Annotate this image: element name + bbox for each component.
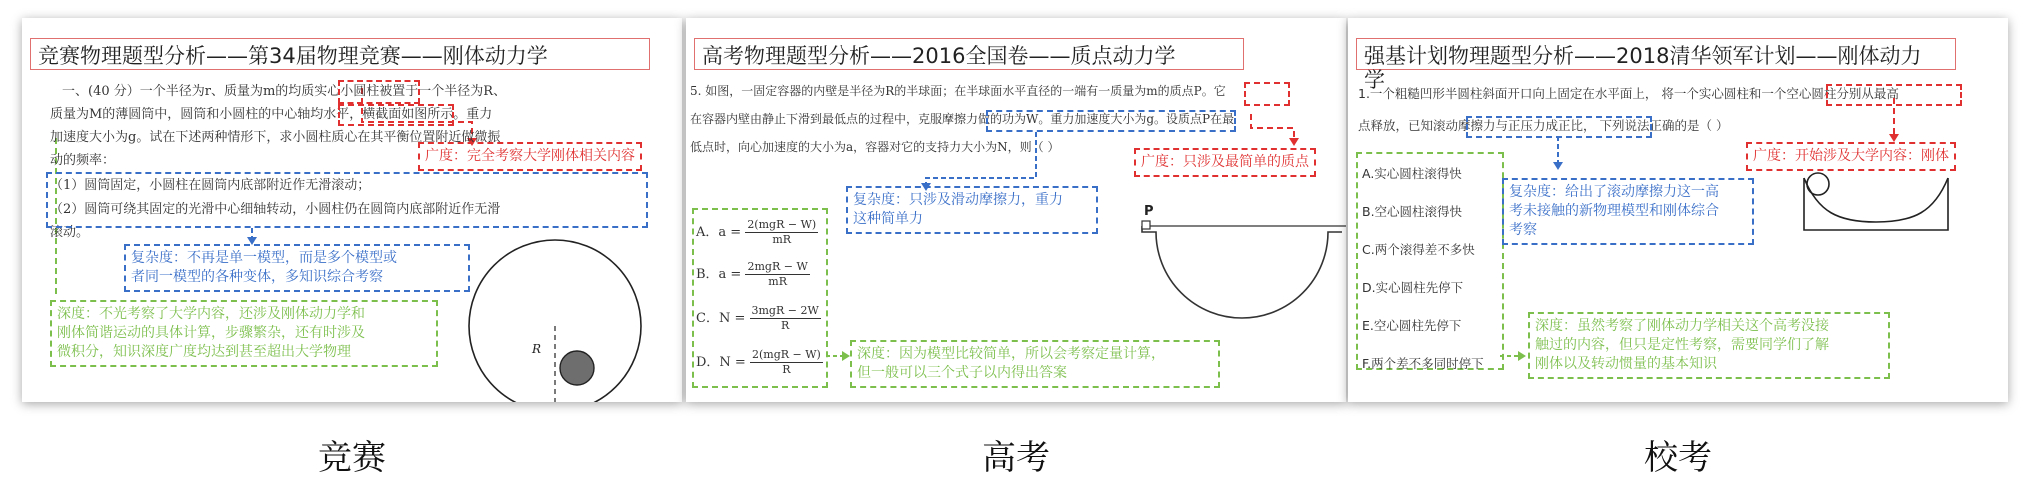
breadth-note: 广度：开始涉及大学内容：刚体 xyxy=(1746,142,1956,171)
note-line: 复杂度：给出了滚动摩擦力这一高 xyxy=(1509,184,1719,200)
note-line: 考察 xyxy=(1509,222,1537,238)
option-c: C.两个滚得差不多快 xyxy=(1362,242,1475,257)
question-line: 一、(40 分）一个半径为r、质量为m的均质实心小圆柱被置于一个半径为R、 xyxy=(62,84,507,99)
option-a: A．a = $\frac{\text{2(mgR − W)}}{mR}$ xyxy=(696,218,817,246)
note-line: 者同一模型的各种变体，多知识综合考察 xyxy=(131,269,383,285)
note-line: 刚体简谐运动的具体计算，步骤繁杂，还有时涉及 xyxy=(57,325,365,341)
depth-note xyxy=(1528,312,1890,379)
caption-gaokao: 高考 xyxy=(982,438,1050,478)
panel-title: 强基计划物理题型分析——2018清华领军计划——刚体动力 xyxy=(1364,44,1922,68)
note-line: 微积分，知识深度广度均达到甚至超出大学物理 xyxy=(57,344,351,360)
breadth-note: 广度：完全考察大学刚体相关内容 xyxy=(418,142,642,171)
radius-label: R xyxy=(532,342,542,356)
option-f: F.两个差不多同时停下 xyxy=(1362,356,1484,371)
note-line: 但一般可以三个式子以内得出答案 xyxy=(857,365,1067,381)
question-line: （2）圆筒可绕其固定的光滑中心细轴转动，小圆柱仍在圆筒内底部附近作无滑 xyxy=(50,202,501,217)
complexity-note xyxy=(846,186,1098,234)
panel-title-continued: 学 xyxy=(1364,68,1385,92)
note-line: 深度：因为模型比较简单，所以会考察定量计算， xyxy=(857,346,1165,362)
red-highlight xyxy=(338,80,420,104)
note-line: 深度：不光考察了大学内容，还涉及刚体动力学和 xyxy=(57,306,365,322)
note-line: 考未接触的新物理模型和刚体综合 xyxy=(1509,203,1719,219)
panel-title: 高考物理题型分析——2016全国卷——质点动力学 xyxy=(702,44,1176,68)
option-e: E.空心圆柱先停下 xyxy=(1362,318,1462,333)
option-c: C．N = $\frac{\text{3mgR − 2W}}{R}$ xyxy=(696,304,819,332)
red-highlight xyxy=(338,104,454,126)
question-line: 1.一个粗糙凹形半圆柱斜面开口向上固定在水平面上， 将一个实心圆柱和一个空心圆柱分别从最高 xyxy=(1358,86,1899,101)
question-line: 点释放，已知滚动摩擦力与正压力成正比， 下列说法正确的是（ ） xyxy=(1358,118,1729,133)
option-a: A.实心圆柱滚得快 xyxy=(1362,166,1462,181)
blue-highlight xyxy=(1466,116,1652,138)
depth-note xyxy=(850,340,1220,388)
question-line: 低点时，向心加速度的大小为a，容器对它的支持力大小为N，则（ ） xyxy=(690,140,1060,154)
outer-cylinder xyxy=(469,240,641,402)
panel-title: 竞赛物理题型分析——第34届物理竞赛——刚体动力学 xyxy=(38,44,548,68)
red-highlight xyxy=(1244,82,1290,106)
question-line: 滚动。 xyxy=(50,225,90,240)
blue-highlight xyxy=(986,110,1236,132)
point-label: P xyxy=(1144,204,1154,219)
breadth-note: 广度：只涉及最简单的质点 xyxy=(1134,148,1316,177)
inner-cylinder xyxy=(560,351,594,385)
complexity-note xyxy=(124,244,470,292)
panel-gaokao xyxy=(686,18,1346,402)
caption-school-exam: 校考 xyxy=(1644,438,1712,478)
option-b: B.空心圆柱滚得快 xyxy=(1362,204,1463,219)
note-line: 复杂度：只涉及滑动摩擦力，重力 xyxy=(853,192,1063,208)
cylinder-icon xyxy=(1807,173,1829,195)
question-line: （1）圆筒固定，小圆柱在圆筒内底部附近作无滑滚动； xyxy=(50,178,371,193)
option-d: D．N = $\frac{\text{2(mgR − W)}}{R}$ xyxy=(696,348,821,376)
bowl-outline xyxy=(1142,226,1342,318)
green-highlight xyxy=(1356,152,1504,370)
depth-note xyxy=(50,300,438,367)
question-line: 在容器内壁由静止下滑到最低点的过程中，克服摩擦力做的功为W。重力加速度大小为g。设质点P在最 xyxy=(690,112,1235,126)
complexity-note xyxy=(1502,178,1754,245)
note-line: 深度：虽然考察了刚体动力学相关这个高考没接 xyxy=(1535,318,1829,334)
curved-slope xyxy=(1804,178,1948,222)
caption-competition: 竞赛 xyxy=(318,438,386,478)
panel-school-exam xyxy=(1348,18,2008,402)
note-line: 复杂度：不再是单一模型，而是多个模型或 xyxy=(131,250,397,266)
red-highlight xyxy=(1826,84,1962,106)
question-line: 动的频率： xyxy=(50,153,116,168)
note-line: 刚体以及转动惯量的基本知识 xyxy=(1535,356,1717,372)
option-b: B．a = $\frac{\text{2mgR − W}}{mR}$ xyxy=(696,260,808,288)
question-line: 质量为M的薄圆筒中，圆筒和小圆柱的中心轴均水平，横截面如图所示。重力 xyxy=(50,107,493,122)
question-line: 加速度大小为g。试在下述两种情形下，求小圆柱质心在其平衡位置附近做微振 xyxy=(50,130,501,145)
panel-competition xyxy=(22,18,682,402)
particle-p xyxy=(1142,221,1150,229)
note-line: 触过的内容，但只是定性考察，需要同学们了解 xyxy=(1535,337,1829,353)
blue-highlight xyxy=(46,172,648,228)
question-line: 5. 如图，一固定容器的内壁是半径为R的半球面；在半球面水平直径的一端有一质量为m的质点P。它 xyxy=(690,84,1226,98)
option-d: D.实心圆柱先停下 xyxy=(1362,280,1464,295)
note-line: 这种简单力 xyxy=(853,211,923,227)
